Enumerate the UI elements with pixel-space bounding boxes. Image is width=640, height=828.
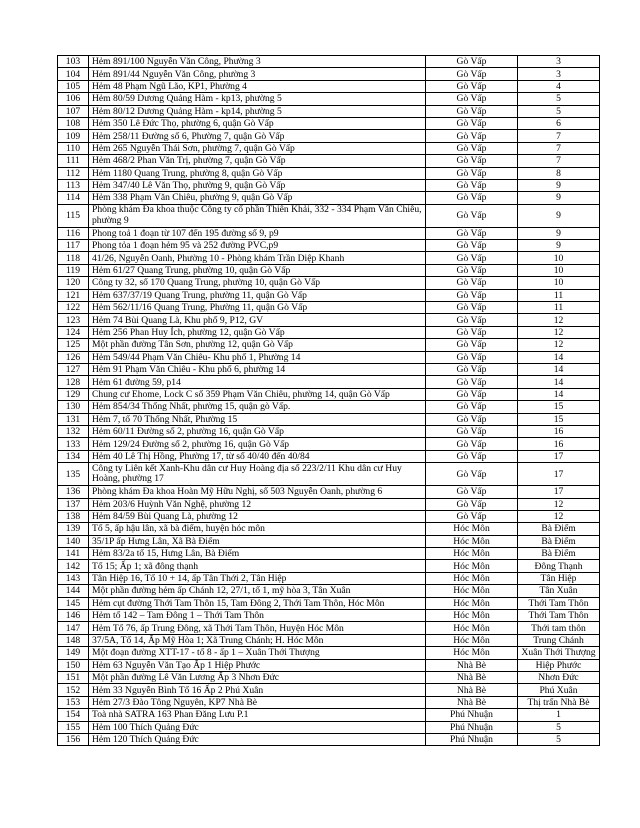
district-cell: Gò Vấp — [426, 105, 518, 117]
address-cell: Hẻm 256 Phan Huy Ích, phường 12, quận Gò Vấp — [89, 326, 426, 338]
address-cell: Hẻm cụt đường Thới Tam Thôn 15, Tam Đông 2, Thới Tam Thôn, Hóc Môn — [89, 597, 426, 609]
row-number-cell: 147 — [58, 622, 89, 634]
address-cell: Toà nhà SATRA 163 Phan Đăng Lưu P.1 — [89, 709, 426, 721]
address-cell: Hẻm 468/2 Phan Văn Trị, phường 7, quận Gò Vấp — [89, 155, 426, 167]
ward-cell: Thới Tam Thôn — [518, 610, 600, 622]
address-cell: Phong tỏa 1 đoạn hẻm 95 và 252 đường PVC,p9 — [89, 240, 426, 252]
district-cell: Nhà Bè — [426, 659, 518, 671]
address-cell: Hẻm 84/59 Bùi Quang Là, phường 12 — [89, 510, 426, 522]
ward-cell: 15 — [518, 413, 600, 425]
table-row — [58, 610, 600, 622]
ward-cell: 1 — [518, 709, 600, 721]
address-cell: Hẻm 80/12 Dương Quảng Hàm - kp14, phường 5 — [89, 105, 426, 117]
ward-cell: 7 — [518, 155, 600, 167]
row-number-cell: 156 — [58, 733, 89, 745]
table-row — [58, 572, 600, 584]
address-cell: Tổ 15; Ấp 1; xã đông thạnh — [89, 560, 426, 572]
table-row — [58, 142, 600, 154]
row-number-cell: 152 — [58, 684, 89, 696]
row-number-cell: 117 — [58, 240, 89, 252]
table-row — [58, 523, 600, 535]
row-number-cell: 128 — [58, 376, 89, 388]
ward-cell: Bà Điểm — [518, 523, 600, 535]
row-number-cell: 132 — [58, 425, 89, 437]
district-cell: Gò Vấp — [426, 68, 518, 80]
table-row — [58, 463, 600, 486]
table-row — [58, 709, 600, 721]
ward-cell: 14 — [518, 363, 600, 375]
table-row — [58, 252, 600, 264]
table-row — [58, 622, 600, 634]
table-row — [58, 93, 600, 105]
table-row — [58, 363, 600, 375]
ward-cell: Nhơn Đức — [518, 671, 600, 683]
ward-cell: Đông Thạnh — [518, 560, 600, 572]
ward-cell: 11 — [518, 302, 600, 314]
ward-cell: 9 — [518, 240, 600, 252]
address-cell: Hẻm 350 Lê Đức Thọ, phường 6, quận Gò Vấp — [89, 117, 426, 129]
district-cell: Hóc Môn — [426, 597, 518, 609]
ward-cell: Tân Hiệp — [518, 572, 600, 584]
table-row — [58, 68, 600, 80]
district-cell: Hóc Môn — [426, 585, 518, 597]
row-number-cell: 126 — [58, 351, 89, 363]
row-number-cell: 118 — [58, 252, 89, 264]
ward-cell: 5 — [518, 105, 600, 117]
table-row — [58, 80, 600, 92]
address-cell: Hẻm 61/27 Quang Trung, phường 10, quận Gò Vấp — [89, 264, 426, 276]
district-cell: Gò Vấp — [426, 179, 518, 191]
address-cell: Hẻm 48 Phạm Ngũ Lão, KP1, Phường 4 — [89, 80, 426, 92]
table-row — [58, 486, 600, 498]
row-number-cell: 140 — [58, 535, 89, 547]
row-number-cell: 121 — [58, 289, 89, 301]
address-cell: Hẻm 891/100 Nguyễn Văn Công, Phường 3 — [89, 56, 426, 68]
ward-cell: Thới tam thôn — [518, 622, 600, 634]
row-number-cell: 123 — [58, 314, 89, 326]
table-row — [58, 548, 600, 560]
ward-cell: 11 — [518, 289, 600, 301]
district-cell: Gò Vấp — [426, 486, 518, 498]
ward-cell: 15 — [518, 401, 600, 413]
table-row — [58, 302, 600, 314]
row-number-cell: 103 — [58, 56, 89, 68]
row-number-cell: 146 — [58, 610, 89, 622]
row-number-cell: 104 — [58, 68, 89, 80]
address-cell: Hẻm 258/11 Đường số 6, Phường 7, quận Gò Vấp — [89, 130, 426, 142]
address-cell: Hẻm 100 Thích Quảng Đức — [89, 721, 426, 733]
address-cell: Phong toả 1 đoạn từ 107 đến 195 đường số 9, p9 — [89, 227, 426, 239]
table-row — [58, 339, 600, 351]
address-cell: Một đoạn đường XTT-17 - tổ 8 - ấp 1 – Xuân Thới Thượng — [89, 647, 426, 659]
ward-cell: Thị trấn Nhà Bè — [518, 696, 600, 708]
ward-cell: Tân Xuân — [518, 585, 600, 597]
table-row — [58, 401, 600, 413]
table-row — [58, 167, 600, 179]
row-number-cell: 154 — [58, 709, 89, 721]
district-cell: Hóc Môn — [426, 572, 518, 584]
district-cell: Gò Vấp — [426, 363, 518, 375]
district-cell: Gò Vấp — [426, 289, 518, 301]
row-number-cell: 144 — [58, 585, 89, 597]
ward-cell: Xuân Thới Thượng — [518, 647, 600, 659]
table-row — [58, 671, 600, 683]
address-cell: Hẻm 60/11 Đường số 2, phường 16, quận Gò Vấp — [89, 425, 426, 437]
row-number-cell: 125 — [58, 339, 89, 351]
row-number-cell: 111 — [58, 155, 89, 167]
ward-cell: 12 — [518, 314, 600, 326]
address-cell: Hẻm 7, tổ 70 Thống Nhất, Phường 15 — [89, 413, 426, 425]
row-number-cell: 141 — [58, 548, 89, 560]
ward-cell: 9 — [518, 227, 600, 239]
table-row — [58, 535, 600, 547]
table-row — [58, 733, 600, 745]
address-cell: Hẻm 74 Bùi Quang Là, Khu phố 9, P12, GV — [89, 314, 426, 326]
ward-cell: 6 — [518, 117, 600, 129]
district-cell: Gò Vấp — [426, 142, 518, 154]
ward-cell: 9 — [518, 204, 600, 227]
row-number-cell: 129 — [58, 388, 89, 400]
table-row — [58, 314, 600, 326]
row-number-cell: 124 — [58, 326, 89, 338]
table-row — [58, 425, 600, 437]
ward-cell: 3 — [518, 68, 600, 80]
district-cell: Gò Vấp — [426, 277, 518, 289]
table-row — [58, 510, 600, 522]
ward-cell: 9 — [518, 179, 600, 191]
table-row — [58, 204, 600, 227]
table-row — [58, 634, 600, 646]
table-row — [58, 585, 600, 597]
table-row — [58, 192, 600, 204]
row-number-cell: 133 — [58, 438, 89, 450]
ward-cell: Bà Điểm — [518, 535, 600, 547]
district-cell: Nhà Bè — [426, 671, 518, 683]
table-row — [58, 179, 600, 191]
row-number-cell: 145 — [58, 597, 89, 609]
row-number-cell: 139 — [58, 523, 89, 535]
table-row — [58, 597, 600, 609]
address-cell: Hẻm 347/40 Lê Văn Thọ, phường 9, quận Gò Vấp — [89, 179, 426, 191]
district-cell: Gò Vấp — [426, 413, 518, 425]
ward-cell: 14 — [518, 376, 600, 388]
address-cell: Tổ 5, ấp hậu lân, xã bà điểm, huyện hóc môn — [89, 523, 426, 535]
district-cell: Gò Vấp — [426, 80, 518, 92]
ward-cell: 5 — [518, 733, 600, 745]
row-number-cell: 114 — [58, 192, 89, 204]
district-cell: Gò Vấp — [426, 155, 518, 167]
row-number-cell: 149 — [58, 647, 89, 659]
row-number-cell: 135 — [58, 463, 89, 486]
row-number-cell: 150 — [58, 659, 89, 671]
table-row — [58, 388, 600, 400]
table-row — [58, 56, 600, 68]
address-cell: Chung cư Ehome, Lock C số 359 Phạm Văn Chiêu, phường 14, quận Gò Vấp — [89, 388, 426, 400]
district-cell: Gò Vấp — [426, 463, 518, 486]
district-cell: Gò Vấp — [426, 56, 518, 68]
row-number-cell: 148 — [58, 634, 89, 646]
district-cell: Gò Vấp — [426, 388, 518, 400]
row-number-cell: 137 — [58, 498, 89, 510]
row-number-cell: 130 — [58, 401, 89, 413]
table-row — [58, 438, 600, 450]
row-number-cell: 143 — [58, 572, 89, 584]
address-cell: Tân Hiệp 16, Tổ 10 + 14, ấp Tân Thới 2, Tân Hiệp — [89, 572, 426, 584]
row-number-cell: 122 — [58, 302, 89, 314]
address-cell: 41/26, Nguyễn Oanh, Phường 10 - Phòng khám Trần Diệp Khanh — [89, 252, 426, 264]
ward-cell: Trung Chánh — [518, 634, 600, 646]
address-cell: 35/1P ấp Hưng Lân, Xã Bà Điểm — [89, 535, 426, 547]
ward-cell: Thới Tam Thôn — [518, 597, 600, 609]
district-cell: Gò Vấp — [426, 93, 518, 105]
district-cell: Gò Vấp — [426, 438, 518, 450]
address-cell: Hẻm 120 Thích Quảng Đức — [89, 733, 426, 745]
table-row — [58, 277, 600, 289]
ward-cell: 17 — [518, 486, 600, 498]
district-cell: Phú Nhuận — [426, 721, 518, 733]
district-cell: Gò Vấp — [426, 339, 518, 351]
table-row — [58, 117, 600, 129]
district-cell: Gò Vấp — [426, 302, 518, 314]
district-cell: Gò Vấp — [426, 450, 518, 462]
district-cell: Hóc Môn — [426, 647, 518, 659]
district-cell: Hóc Môn — [426, 634, 518, 646]
address-cell: Hẻm tổ 142 – Tam Đông 1 – Thới Tam Thôn — [89, 610, 426, 622]
table-row — [58, 498, 600, 510]
table-row — [58, 326, 600, 338]
address-cell: Hẻm 265 Nguyễn Thái Sơn, phường 7, quận Gò Vấp — [89, 142, 426, 154]
district-cell: Phú Nhuận — [426, 733, 518, 745]
table-row — [58, 227, 600, 239]
address-cell: Công ty 32, số 170 Quang Trung, phường 10, quận Gò Vấp — [89, 277, 426, 289]
district-cell: Gò Vấp — [426, 130, 518, 142]
ward-cell: 10 — [518, 277, 600, 289]
row-number-cell: 131 — [58, 413, 89, 425]
ward-cell: Phú Xuân — [518, 684, 600, 696]
address-cell: Hẻm 83/2a tổ 15, Hưng Lân, Bà Điểm — [89, 548, 426, 560]
table-row — [58, 696, 600, 708]
address-cell: Một phần đường Tân Sơn, phường 12, quận Gò Vấp — [89, 339, 426, 351]
ward-cell: 12 — [518, 498, 600, 510]
address-cell: Hẻm 891/44 Nguyễn Văn Công, phường 3 — [89, 68, 426, 80]
address-cell: Hẻm 338 Phạm Văn Chiêu, phường 9, quận Gò Vấp — [89, 192, 426, 204]
table-row — [58, 130, 600, 142]
ward-cell: 14 — [518, 351, 600, 363]
district-cell: Gò Vấp — [426, 401, 518, 413]
district-cell: Gò Vấp — [426, 227, 518, 239]
row-number-cell: 127 — [58, 363, 89, 375]
address-cell: Phòng khám Đa khoa Hoàn Mỹ Hữu Nghị, số 503 Nguyễn Oanh, phường 6 — [89, 486, 426, 498]
row-number-cell: 119 — [58, 264, 89, 276]
district-cell: Gò Vấp — [426, 314, 518, 326]
table-row — [58, 450, 600, 462]
row-number-cell: 112 — [58, 167, 89, 179]
row-number-cell: 110 — [58, 142, 89, 154]
ward-cell: 10 — [518, 252, 600, 264]
address-cell: Hẻm 40 Lê Thị Hồng, Phường 17, từ số 40/40 đến 40/84 — [89, 450, 426, 462]
ward-cell: 5 — [518, 721, 600, 733]
table-row — [58, 105, 600, 117]
district-cell: Gò Vấp — [426, 498, 518, 510]
district-cell: Gò Vấp — [426, 510, 518, 522]
row-number-cell: 120 — [58, 277, 89, 289]
row-number-cell: 116 — [58, 227, 89, 239]
row-number-cell: 136 — [58, 486, 89, 498]
row-number-cell: 109 — [58, 130, 89, 142]
ward-cell: 12 — [518, 326, 600, 338]
address-cell: Hẻm 1180 Quang Trung, phường 8, quận Gò Vấp — [89, 167, 426, 179]
row-number-cell: 106 — [58, 93, 89, 105]
address-cell: Một phần đường Lê Văn Lương Ấp 3 Nhơn Đức — [89, 671, 426, 683]
ward-cell: 4 — [518, 80, 600, 92]
ward-cell: 9 — [518, 192, 600, 204]
district-cell: Gò Vấp — [426, 204, 518, 227]
table-row — [58, 647, 600, 659]
ward-cell: 14 — [518, 388, 600, 400]
table-row — [58, 351, 600, 363]
table-row — [58, 376, 600, 388]
district-cell: Gò Vấp — [426, 192, 518, 204]
row-number-cell: 107 — [58, 105, 89, 117]
district-cell: Gò Vấp — [426, 264, 518, 276]
address-cell: Một phần đường hẻm ấp Chánh 12, 27/1, tổ 1, mỹ hòa 3, Tân Xuân — [89, 585, 426, 597]
district-cell: Gò Vấp — [426, 376, 518, 388]
row-number-cell: 138 — [58, 510, 89, 522]
district-cell: Hóc Môn — [426, 523, 518, 535]
district-cell: Hóc Môn — [426, 535, 518, 547]
table-row — [58, 721, 600, 733]
row-number-cell: 142 — [58, 560, 89, 572]
ward-cell: 12 — [518, 510, 600, 522]
ward-cell: 3 — [518, 56, 600, 68]
ward-cell: 16 — [518, 425, 600, 437]
table-row — [58, 264, 600, 276]
address-cell: Hẻm 203/6 Huỳnh Văn Nghệ, phường 12 — [89, 498, 426, 510]
district-cell: Gò Vấp — [426, 117, 518, 129]
district-cell: Nhà Bè — [426, 696, 518, 708]
district-cell: Hóc Môn — [426, 548, 518, 560]
ward-cell: 17 — [518, 463, 600, 486]
row-number-cell: 134 — [58, 450, 89, 462]
address-cell: Công ty Liên kết Xanh-Khu dân cư Huy Hoàng địa số 223/2/11 Khu dân cư Huy Hoàng, phường 17 — [89, 463, 426, 486]
district-cell: Gò Vấp — [426, 326, 518, 338]
row-number-cell: 155 — [58, 721, 89, 733]
ward-cell: 17 — [518, 450, 600, 462]
ward-cell: 12 — [518, 339, 600, 351]
district-cell: Hóc Môn — [426, 560, 518, 572]
address-cell: Hẻm Tổ 76, ấp Trung Đông, xã Thới Tam Thôn, Huyện Hóc Môn — [89, 622, 426, 634]
address-cell: Hẻm 549/44 Phạm Văn Chiêu- Khu phố 1, Phường 14 — [89, 351, 426, 363]
row-number-cell: 153 — [58, 696, 89, 708]
ward-cell: 7 — [518, 130, 600, 142]
table-row — [58, 659, 600, 671]
table-row — [58, 413, 600, 425]
address-cell: Hẻm 854/34 Thống Nhất, phường 15, quận gò Vấp. — [89, 401, 426, 413]
ward-cell: 5 — [518, 93, 600, 105]
address-cell: Hẻm 27/3 Đào Tông Nguyên, KP7 Nhà Bè — [89, 696, 426, 708]
ward-cell: 8 — [518, 167, 600, 179]
address-cell: Hẻm 129/24 Đường số 2, phường 16, quận Gò Vấp — [89, 438, 426, 450]
table-row — [58, 289, 600, 301]
address-cell: Hẻm 562/11/16 Quang Trung, Phường 11, quận Gò Vấp — [89, 302, 426, 314]
address-cell: Phòng khám Đa khoa thuộc Công ty cổ phần Thiên Khải, 332 - 334 Phạm Văn Chiêu, phường 9 — [89, 204, 426, 227]
ward-cell: 16 — [518, 438, 600, 450]
district-cell: Phú Nhuận — [426, 709, 518, 721]
row-number-cell: 113 — [58, 179, 89, 191]
ward-cell: Bà Điểm — [518, 548, 600, 560]
table-row — [58, 684, 600, 696]
table-body — [58, 56, 600, 746]
table-row — [58, 155, 600, 167]
address-cell: Hẻm 637/37/19 Quang Trung, phường 11, quận Gò Vấp — [89, 289, 426, 301]
district-cell: Nhà Bè — [426, 684, 518, 696]
district-cell: Gò Vấp — [426, 252, 518, 264]
lockdown-location-table — [57, 55, 600, 746]
district-cell: Hóc Môn — [426, 610, 518, 622]
district-cell: Hóc Môn — [426, 622, 518, 634]
district-cell: Gò Vấp — [426, 351, 518, 363]
ward-cell: 7 — [518, 142, 600, 154]
address-cell: Hẻm 61 đường 59, p14 — [89, 376, 426, 388]
district-cell: Gò Vấp — [426, 167, 518, 179]
ward-cell: Hiệp Phước — [518, 659, 600, 671]
table-row — [58, 560, 600, 572]
row-number-cell: 115 — [58, 204, 89, 227]
address-cell: Hẻm 33 Nguyễn Bình Tổ 16 Ấp 2 Phú Xuân — [89, 684, 426, 696]
address-cell: Hẻm 63 Nguyễn Văn Tạo Ấp 1 Hiệp Phước — [89, 659, 426, 671]
address-cell: Hẻm 80/59 Dương Quảng Hàm - kp13, phường 5 — [89, 93, 426, 105]
row-number-cell: 151 — [58, 671, 89, 683]
address-cell: 37/5A, Tổ 14, Ấp Mỹ Hòa 1; Xã Trung Chánh; H. Hóc Môn — [89, 634, 426, 646]
district-cell: Gò Vấp — [426, 240, 518, 252]
row-number-cell: 105 — [58, 80, 89, 92]
address-cell: Hẻm 91 Phạm Văn Chiêu - Khu phố 6, phường 14 — [89, 363, 426, 375]
ward-cell: 10 — [518, 264, 600, 276]
table-row — [58, 240, 600, 252]
row-number-cell: 108 — [58, 117, 89, 129]
district-cell: Gò Vấp — [426, 425, 518, 437]
